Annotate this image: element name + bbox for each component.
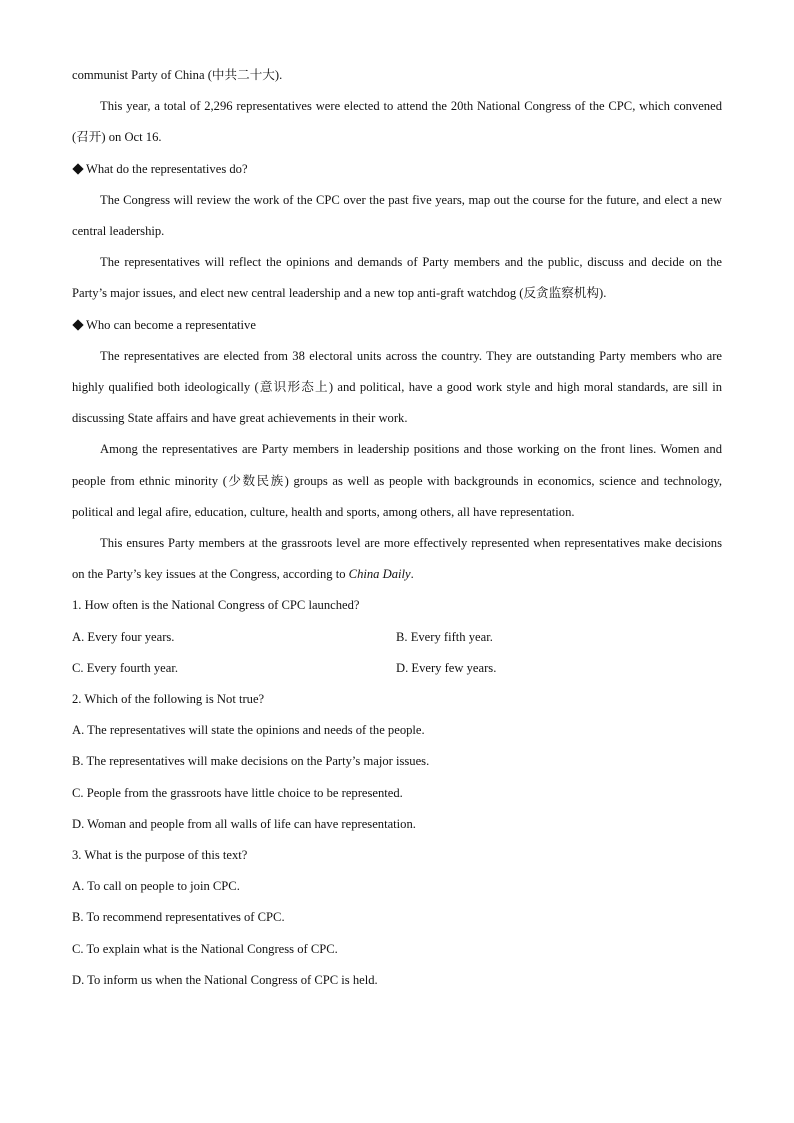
diamond-bullet-icon [72, 320, 83, 331]
question-2-option-c: C. People from the grassroots have little choice to be represented. [72, 785, 403, 800]
paragraph-grassroots [72, 528, 722, 590]
paragraph-among-representatives: Among the representatives are Party members in leadership positions and those working on the front lines. Women and people from ethnic minority (少数民族) groups as well as people with backgrounds in economics, science and technology, political and legal afire, education, culture, health and sports, among others, all have representation. [72, 442, 722, 519]
paragraph-electoral-units: The representatives are elected from 38 electoral units across the country. They are outstanding Party members who are highly qualified both ideologically (意识形态上) and political, have a good work style and high moral standards, are sill in discussing State affairs and have great achievements in their work. [72, 348, 722, 426]
question-3-option-b: B. To recommend representatives of CPC. [72, 910, 285, 925]
source-name: China Daily [348, 567, 411, 582]
question-1-options-row-2 [72, 653, 722, 684]
question-2-option-b: B. The representatives will make decisions on the Party’s major issues. [72, 754, 430, 769]
paragraph-text: This ensures Party members at the grassroots level are more effectively represented when representatives make decisions on the Party’s key issues at the Congress, according to [72, 536, 722, 582]
paragraph-end: . [410, 567, 414, 582]
question-1-option-d: D. Every few years. [396, 660, 497, 675]
paragraph-representatives-elected: This year, a total of 2,296 representatives were elected to attend the 20th National Congress of the CPC, which convened (召开) on Oct 16. [72, 99, 722, 145]
question-1-option-a: A. Every four years. [72, 629, 175, 644]
question-3-option-c: C. To explain what is the National Congress of CPC. [72, 941, 338, 956]
section-heading-what [72, 154, 722, 185]
question-1-option-c: C. Every fourth year. [72, 660, 178, 675]
question-1-options-row-1 [72, 622, 722, 653]
question-2-option-d: D. Woman and people from all walls of life can have representation. [72, 816, 416, 831]
question-1-stem: 1. How often is the National Congress of CPC launched? [72, 598, 360, 613]
section-heading-who [72, 310, 722, 341]
question-3-option-a: A. To call on people to join CPC. [72, 879, 240, 894]
section-heading-text: What do the representatives do? [86, 161, 248, 176]
document-page [72, 60, 722, 996]
section-heading-text: Who can become a representative [86, 317, 256, 332]
paragraph-congress-review: The Congress will review the work of the CPC over the past five years, map out the course for the future, and elect a new central leadership. [72, 192, 722, 239]
paragraph-intro-end: communist Party of China (中共二十大). [72, 68, 283, 82]
question-2-stem: 2. Which of the following is Not true? [72, 692, 265, 707]
question-3-stem: 3. What is the purpose of this text? [72, 848, 248, 863]
diamond-bullet-icon [72, 164, 83, 175]
paragraph-representatives-reflect: The representatives will reflect the opinions and demands of Party members and the public, discuss and decide on the Party’s major issues, and elect new central leadership and a new top anti-graft watchdog (反贪监察机构). [72, 255, 722, 301]
question-2-option-a: A. The representatives will state the opinions and needs of the people. [72, 723, 425, 738]
question-3-option-d: D. To inform us when the National Congress of CPC is held. [72, 972, 378, 987]
question-1-option-b: B. Every fifth year. [396, 629, 493, 644]
